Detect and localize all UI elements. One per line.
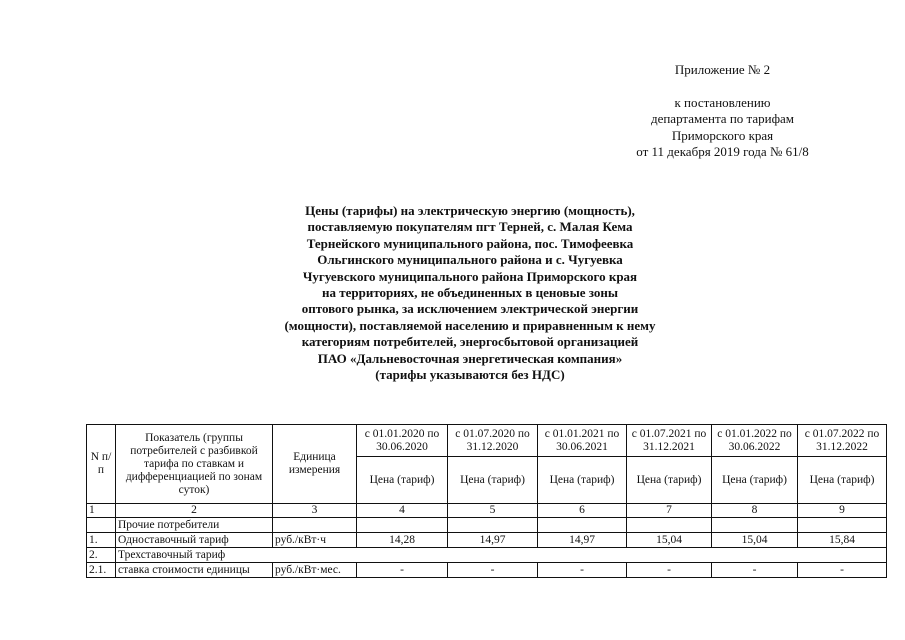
header-price: Цена (тариф) (448, 457, 538, 504)
column-number: 9 (798, 504, 887, 518)
column-number: 8 (712, 504, 798, 518)
row-value: 14,28 (357, 533, 448, 548)
title-line: Цены (тарифы) на электрическую энергию (мощность), (305, 203, 635, 218)
row-number: 2.1. (87, 563, 116, 578)
row-name: Трехставочный тариф (116, 548, 887, 563)
header-period: с 01.01.2022 по 30.06.2022 (712, 425, 798, 457)
row-number (87, 518, 116, 533)
column-number: 2 (116, 504, 273, 518)
column-number-row (87, 504, 887, 518)
header-price: Цена (тариф) (357, 457, 448, 504)
row-value (357, 518, 448, 533)
row-value: - (712, 563, 798, 578)
row-value: 14,97 (538, 533, 627, 548)
row-value (798, 518, 887, 533)
header-price: Цена (тариф) (712, 457, 798, 504)
row-value: - (448, 563, 538, 578)
appendix-line: к постановлению (674, 94, 771, 110)
row-value (448, 518, 538, 533)
row-unit (273, 518, 357, 533)
row-unit: руб./кВт·ч (273, 533, 357, 548)
row-name: Прочие потребители (116, 518, 273, 533)
row-unit: руб./кВт·мес. (273, 563, 357, 578)
row-value: - (538, 563, 627, 578)
header-indicator: Показатель (группы потребителей с разбивкой тарифа по ставкам и дифференциацией по зонам суток) (116, 425, 273, 504)
row-number: 1. (87, 533, 116, 548)
header-period: с 01.07.2022 по 31.12.2022 (798, 425, 887, 457)
header-period: с 01.07.2020 по 31.12.2020 (448, 425, 538, 457)
row-value: 14,97 (448, 533, 538, 548)
header-price: Цена (тариф) (538, 457, 627, 504)
header-price: Цена (тариф) (627, 457, 712, 504)
appendix-block (600, 62, 845, 161)
column-number: 1 (87, 504, 116, 518)
row-value (712, 518, 798, 533)
row-value (627, 518, 712, 533)
row-value (538, 518, 627, 533)
row-value: - (357, 563, 448, 578)
appendix-line: Приморского края (671, 127, 774, 143)
appendix-number: Приложение № 2 (674, 62, 771, 77)
header-period: с 01.01.2021 по 30.06.2021 (538, 425, 627, 457)
row-value: 15,04 (627, 533, 712, 548)
column-number: 5 (448, 504, 538, 518)
tariff-table (86, 424, 887, 578)
title-line: (тарифы указываются без НДС) (375, 367, 565, 383)
column-number: 7 (627, 504, 712, 518)
row-value: - (627, 563, 712, 578)
title-line: Чугуевского муниципального района Приморского края (302, 268, 638, 284)
appendix-line: от 11 декабря 2019 года № 61/8 (636, 144, 809, 159)
header-period: с 01.01.2020 по 30.06.2020 (357, 425, 448, 457)
table-row (87, 533, 887, 548)
document-title (240, 203, 700, 383)
header-period: с 01.07.2021 по 31.12.2021 (627, 425, 712, 457)
table-row (87, 563, 887, 578)
column-number: 3 (273, 504, 357, 518)
column-number: 6 (538, 504, 627, 518)
header-unit: Единица измерения (273, 425, 357, 504)
table-row (87, 518, 887, 533)
header-price: Цена (тариф) (798, 457, 887, 504)
title-line: Ольгинского муниципального района и с. Чугуевка (317, 252, 623, 268)
title-line: категориям потребителей, энергосбытовой организацией (301, 334, 639, 350)
title-line: (мощности), поставляемой населению и приравненным к нему (284, 317, 656, 333)
appendix-line: департамента по тарифам (650, 111, 795, 126)
column-number: 4 (357, 504, 448, 518)
title-line: оптового рынка, за исключением электрической энергии (301, 301, 639, 317)
header-number: N п/п (87, 425, 116, 504)
title-line: поставляемую покупателям пгт Терней, с. Малая Кема (307, 219, 633, 235)
title-line: Тернейского муниципального района, пос. Тимофеевка (306, 235, 634, 251)
table-row (87, 548, 887, 563)
row-name: Одноставочный тариф (116, 533, 273, 548)
title-line: ПАО «Дальневосточная энергетическая компания» (317, 350, 623, 366)
row-number: 2. (87, 548, 116, 563)
row-value: 15,84 (798, 533, 887, 548)
row-name: ставка стоимости единицы (116, 563, 273, 578)
row-value: - (798, 563, 887, 578)
row-value: 15,04 (712, 533, 798, 548)
title-line: на территориях, не объединенных в ценовые зоны (321, 285, 619, 301)
